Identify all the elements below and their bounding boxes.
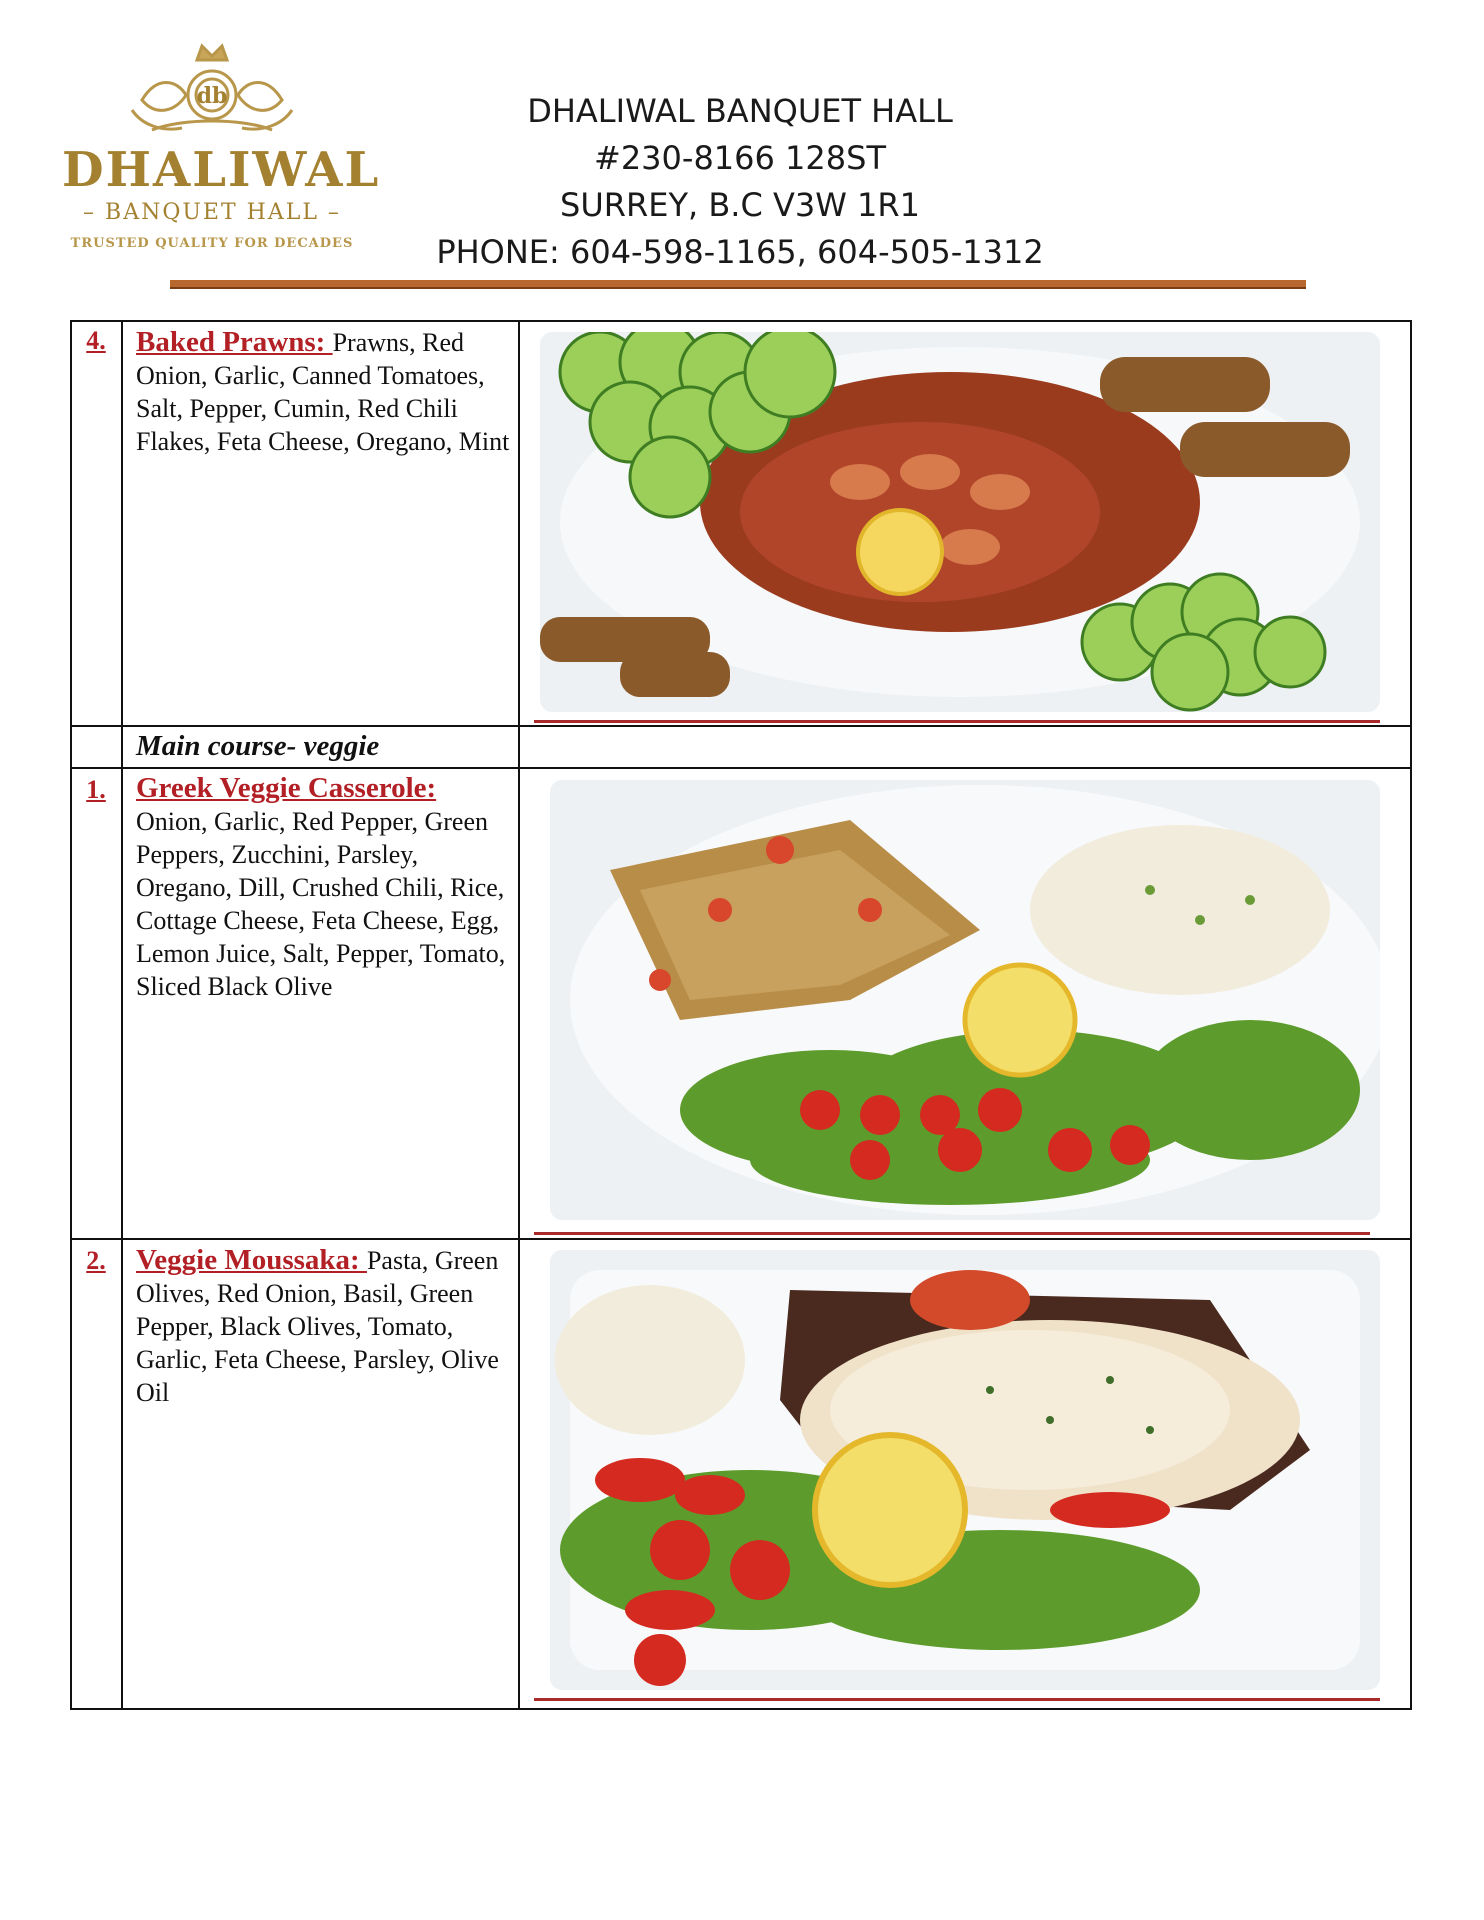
header-divider (170, 280, 1306, 289)
table-column-divider (518, 320, 520, 1710)
business-name: DHALIWAL BANQUET HALL (527, 92, 953, 130)
item-description (136, 772, 518, 1003)
table-row-divider (70, 1238, 1412, 1240)
table-border-bottom (70, 1708, 1412, 1710)
logo-brand: DHALIWAL (62, 142, 381, 198)
item-number: 1. (86, 775, 106, 804)
menu-table (70, 320, 1412, 1710)
item-description (136, 326, 518, 458)
item-description (136, 1244, 518, 1409)
item-ingredients: Prawns, Red Onion, Garlic, Canned Tomatoes, Salt, Pepper, Cumin, Red Chili Flakes, Feta Cheese, Oregano, Mint (136, 328, 510, 456)
item-name: Greek Veggie Casserole: (136, 772, 437, 804)
table-border-left (70, 320, 72, 1710)
item-ingredients: Onion, Garlic, Red Pepper, Green Peppers, Zucchini, Parsley, Oregano, Dill, Crushed Chili, Rice, Cottage Cheese, Feta Cheese, Egg, Lemon Juice, Salt, Pepper, Tomato, Sliced Black Olive (136, 807, 506, 1001)
table-border-top (70, 320, 1412, 322)
table-column-divider (121, 320, 123, 1710)
table-row-divider (70, 767, 1412, 769)
item-name: Baked Prawns: (136, 326, 333, 358)
page-header (420, 88, 1060, 276)
greek-veggie-casserole-photo (550, 780, 1380, 1220)
photo-underline (534, 1698, 1380, 1701)
table-border-right (1410, 320, 1412, 1710)
veggie-moussaka-photo (550, 1250, 1380, 1690)
baked-prawns-photo (540, 332, 1380, 712)
address-line-1: #230-8166 128ST (594, 139, 886, 177)
table-row-divider (70, 725, 1412, 727)
item-number: 4. (86, 326, 106, 355)
photo-underline (534, 720, 1380, 723)
section-title: Main course- veggie (136, 730, 380, 762)
item-number: 2. (86, 1246, 106, 1275)
item-ingredients: Pasta, Green Olives, Red Onion, Basil, Green Pepper, Black Olives, Tomato, Garlic, Feta Cheese, Parsley, Olive Oil (136, 1246, 499, 1407)
logo-tagline: TRUSTED QUALITY FOR DECADES (70, 236, 354, 251)
logo-subtitle: – BANQUET HALL – (83, 200, 341, 225)
phone-numbers: PHONE: 604-598-1165, 604-505-1312 (436, 233, 1044, 271)
item-name: Veggie Moussaka: (136, 1244, 367, 1276)
photo-underline (534, 1232, 1370, 1235)
crown-crest-icon (122, 40, 302, 150)
svg-text:db: db (196, 83, 228, 109)
logo (62, 40, 381, 260)
address-line-2: SURREY, B.C V3W 1R1 (560, 186, 920, 224)
